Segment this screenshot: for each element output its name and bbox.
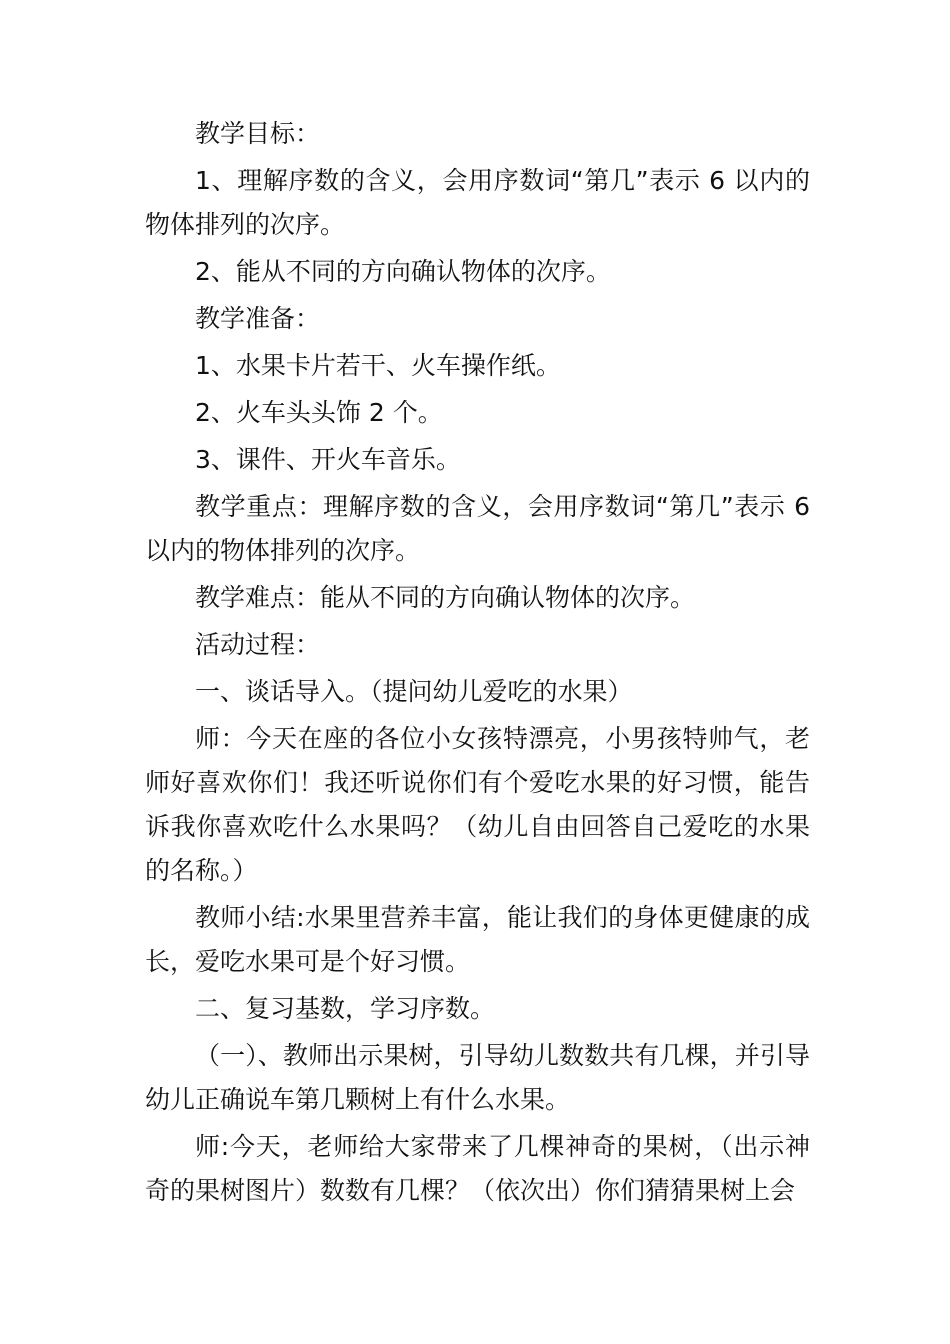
- goal-item-2: 2、能从不同的方向确认物体的次序。: [195, 257, 611, 286]
- teaching-difficulty: 教学难点：能从不同的方向确认物体的次序。: [195, 583, 696, 612]
- goal-item-1: 1、理解序数的含义，会用序数词“第几”表示 6 以内的物体排列的次序。: [145, 166, 810, 239]
- preparation-item-3: 3、课件、开火车音乐。: [195, 445, 461, 474]
- teaching-key-point: 教学重点：理解序数的含义，会用序数词“第几”表示 6 以内的物体排列的次序。: [145, 492, 810, 565]
- teacher-dialogue-2: 师:今天，老师给大家带来了几棵神奇的果树，（出示神奇的果树图片）数数有几棵？（依次出）你们猜猜果树上会: [145, 1132, 810, 1205]
- heading-teaching-preparation: 教学准备：: [195, 304, 321, 333]
- preparation-item-1: 1、水果卡片若干、火车操作纸。: [195, 351, 561, 380]
- heading-teaching-goals: 教学目标：: [195, 119, 321, 148]
- document-page: [145, 112, 810, 1216]
- section-1-title: 一、谈话导入。（提问幼儿爱吃的水果）: [195, 677, 633, 706]
- preparation-item-2: 2、火车头头饰 2 个。: [195, 398, 443, 427]
- subsection-1: （一）、教师出示果树，引导幼儿数数共有几棵，并引导幼儿正确说车第几颗树上有什么水果。: [145, 1041, 810, 1114]
- heading-activity-process: 活动过程：: [195, 630, 321, 659]
- section-2-title: 二、复习基数，学习序数。: [195, 994, 496, 1023]
- teacher-dialogue-1: 师：今天在座的各位小女孩特漂亮，小男孩特帅气，老师好喜欢你们！我还听说你们有个爱吃水果的好习惯，能告诉我你喜欢吃什么水果吗？（幼儿自由回答自己爱吃的水果的名称。）: [145, 724, 810, 885]
- teacher-summary: 教师小结:水果里营养丰富，能让我们的身体更健康的成长，爱吃水果可是个好习惯。: [145, 903, 810, 976]
